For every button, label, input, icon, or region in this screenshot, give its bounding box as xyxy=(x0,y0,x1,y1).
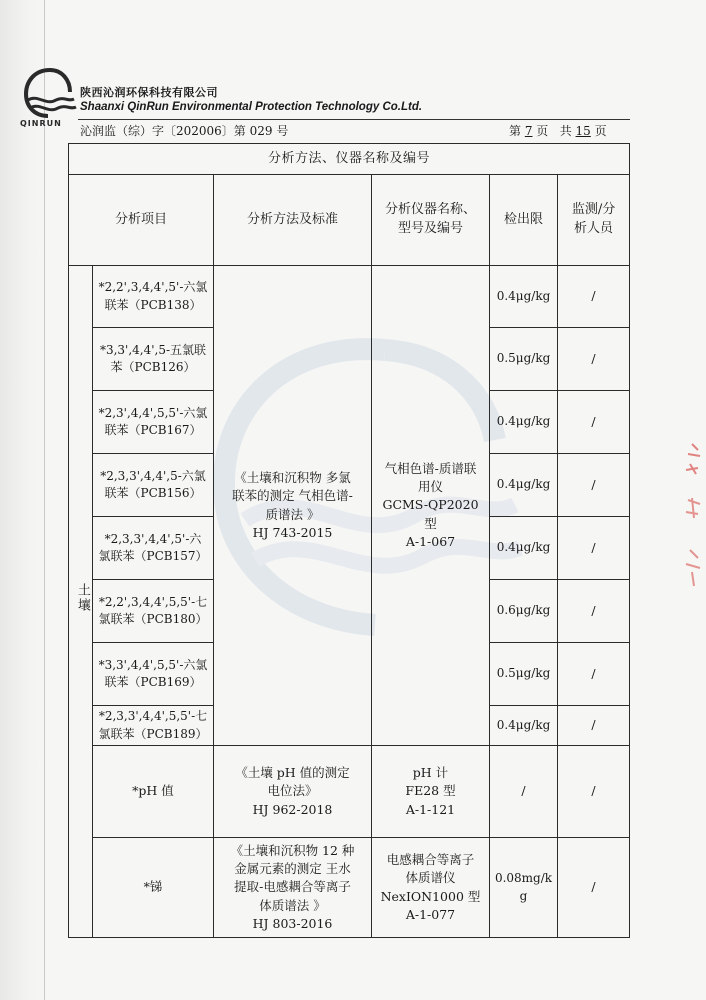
header-instrument xyxy=(372,175,490,266)
sb-limit-cell xyxy=(490,838,558,938)
sb-method-line2: 金属元素的测定 王水 xyxy=(234,861,351,877)
ph-instrument-cell xyxy=(372,746,490,838)
sb-limit-line1: 0.08mg/k xyxy=(494,871,553,886)
sb-instrument-cell xyxy=(372,838,490,938)
item-line1: *2,3,3',4,4',5,5'-七 xyxy=(98,709,208,724)
sb-instrument-line2: 体质谱仪 xyxy=(405,870,456,886)
analyst-cell: / xyxy=(558,580,630,643)
item-line2: 联苯（PCB169） xyxy=(104,675,202,689)
analyst-cell: / xyxy=(558,266,630,328)
page-suffix: 页 xyxy=(590,124,607,138)
analyst-cell: / xyxy=(558,706,630,746)
item-cell xyxy=(93,580,214,643)
limit-cell: 0.4μg/kg xyxy=(490,517,558,580)
page-total: 15 xyxy=(575,124,591,138)
category-label: 土壤 xyxy=(74,583,90,614)
seal-stamp-fragment-icon xyxy=(678,440,702,590)
sb-method-line3: 提取-电感耦合等离子 xyxy=(234,879,351,895)
analysis-method-table xyxy=(68,143,630,938)
limit-cell: 0.5μg/kg xyxy=(490,643,558,706)
item-cell xyxy=(93,266,214,328)
item-line2: 联苯（PCB167） xyxy=(104,423,202,437)
item-line1: *2,2',3,4,4',5'-六氯 xyxy=(98,280,208,295)
pcb-instrument-line1: 气相色谱-质谱联 xyxy=(384,461,477,477)
table-row-ph xyxy=(69,746,630,838)
company-name-en: Shaanxi QinRun Environmental Protection Technology Co.Ltd. xyxy=(80,101,423,113)
logo-text: QINRUN xyxy=(20,119,62,128)
item-line2: 苯（PCB126） xyxy=(110,360,196,374)
page-indicator xyxy=(509,122,607,139)
item-line2: 联苯（PCB138） xyxy=(104,297,202,312)
pcb-instrument-line2: 用仪 xyxy=(417,479,443,495)
pcb-instrument-line4: 型 xyxy=(424,515,437,531)
analyst-cell: / xyxy=(558,391,630,454)
header-instrument-line2: 型号及编号 xyxy=(397,221,463,236)
category-cell xyxy=(69,266,93,938)
item-cell xyxy=(93,391,214,454)
ph-item-cell: *pH 值 xyxy=(93,746,214,838)
ph-method-line3: HJ 962-2018 xyxy=(252,801,333,817)
sb-method-line1: 《土壤和沉积物 12 种 xyxy=(230,843,355,859)
pcb-method-line2: 联苯的测定 气相色谱- xyxy=(232,488,353,504)
page-mid: 页 共 xyxy=(532,124,576,138)
item-line1: *3,3',4,4',5,5'-六氯 xyxy=(98,657,208,672)
item-line2: 氯联苯（PCB189） xyxy=(98,726,208,741)
item-line1: *2,3',4,4',5,5'-六氯 xyxy=(98,405,208,420)
ph-method-cell xyxy=(214,746,372,838)
limit-cell: 0.4μg/kg xyxy=(490,706,558,746)
analyst-cell: / xyxy=(558,454,630,517)
header-analyst xyxy=(558,175,630,266)
item-line1: *2,3,3',4,4',5-六氯 xyxy=(100,468,206,483)
analyst-cell: / xyxy=(558,517,630,580)
sb-method-line5: HJ 803-2016 xyxy=(252,915,333,931)
sb-item-cell: *锑 xyxy=(93,838,214,938)
pcb-instrument-line3: GCMS-QP2020 xyxy=(382,497,479,513)
report-number: 沁润监（综）字〔202006〕第 029 号 xyxy=(80,124,289,138)
ph-instrument-line1: pH 计 xyxy=(412,765,449,781)
pcb-instrument-cell xyxy=(372,266,490,746)
page-current: 7 xyxy=(524,124,533,138)
limit-cell: 0.4μg/kg xyxy=(490,454,558,517)
table-header-row xyxy=(69,175,630,266)
limit-cell: 0.4μg/kg xyxy=(490,266,558,328)
ph-method-line2: 电位法》 xyxy=(267,783,318,799)
header-instrument-line1: 分析仪器名称、 xyxy=(384,202,476,218)
pcb-method-line1: 《土壤和沉积物 多氯 xyxy=(234,470,351,486)
item-cell xyxy=(93,706,214,746)
item-cell xyxy=(93,517,214,580)
sb-analyst-cell: / xyxy=(558,838,630,938)
item-line2: 氯联苯（PCB180） xyxy=(98,612,208,626)
item-line2: 氯联苯（PCB157） xyxy=(98,549,208,563)
item-line1: *2,3,3',4,4',5'-六 xyxy=(104,531,202,546)
pcb-method-cell xyxy=(214,266,372,746)
item-cell xyxy=(93,328,214,391)
sb-instrument-line4: A-1-077 xyxy=(405,906,456,922)
page-edge-line xyxy=(44,0,45,1000)
header-method: 分析方法及标准 xyxy=(214,175,372,266)
page-prefix: 第 xyxy=(509,124,525,138)
item-line1: *2,2',3,4,4',5,5'-七 xyxy=(98,594,208,609)
sb-instrument-line1: 电感耦合等离子 xyxy=(386,852,475,868)
header-analyst-line2: 析人员 xyxy=(574,221,614,236)
pcb-method-line4: HJ 743-2015 xyxy=(252,524,333,540)
header-analyst-line1: 监测/分 xyxy=(571,202,616,218)
limit-cell: 0.5μg/kg xyxy=(490,328,558,391)
ph-method-line1: 《土壤 pH 值的测定 xyxy=(235,765,350,781)
header-limit: 检出限 xyxy=(490,175,558,266)
ph-instrument-line3: A-1-121 xyxy=(405,801,456,817)
page-edge-shadow xyxy=(0,0,46,1000)
table-title-row xyxy=(69,144,630,175)
sb-limit-line2: g xyxy=(519,888,528,903)
item-cell xyxy=(93,454,214,517)
item-line1: *3,3',4,4',5-五氯联 xyxy=(99,342,207,357)
table-row-antimony xyxy=(69,838,630,938)
ph-analyst-cell: / xyxy=(558,746,630,838)
header-item: 分析项目 xyxy=(69,175,214,266)
sb-method-cell xyxy=(214,838,372,938)
table-title: 分析方法、仪器名称及编号 xyxy=(69,144,630,175)
pcb-method-line3: 质谱法 》 xyxy=(265,506,320,522)
header-divider xyxy=(78,119,630,120)
pcb-instrument-line5: A-1-067 xyxy=(405,533,456,549)
ph-limit-cell: / xyxy=(490,746,558,838)
limit-cell: 0.4μg/kg xyxy=(490,391,558,454)
company-logo-icon xyxy=(20,66,78,128)
item-line2: 联苯（PCB156） xyxy=(104,486,202,500)
sb-method-line4: 体质谱法 》 xyxy=(259,897,326,913)
limit-cell: 0.6μg/kg xyxy=(490,580,558,643)
analyst-cell: / xyxy=(558,643,630,706)
sb-instrument-line3: NexION1000 型 xyxy=(380,888,481,904)
table-row xyxy=(69,266,630,328)
ph-instrument-line2: FE28 型 xyxy=(405,783,456,799)
analyst-cell: / xyxy=(558,328,630,391)
company-name-cn: 陕西沁润环保科技有限公司 xyxy=(80,86,218,99)
item-cell xyxy=(93,643,214,706)
